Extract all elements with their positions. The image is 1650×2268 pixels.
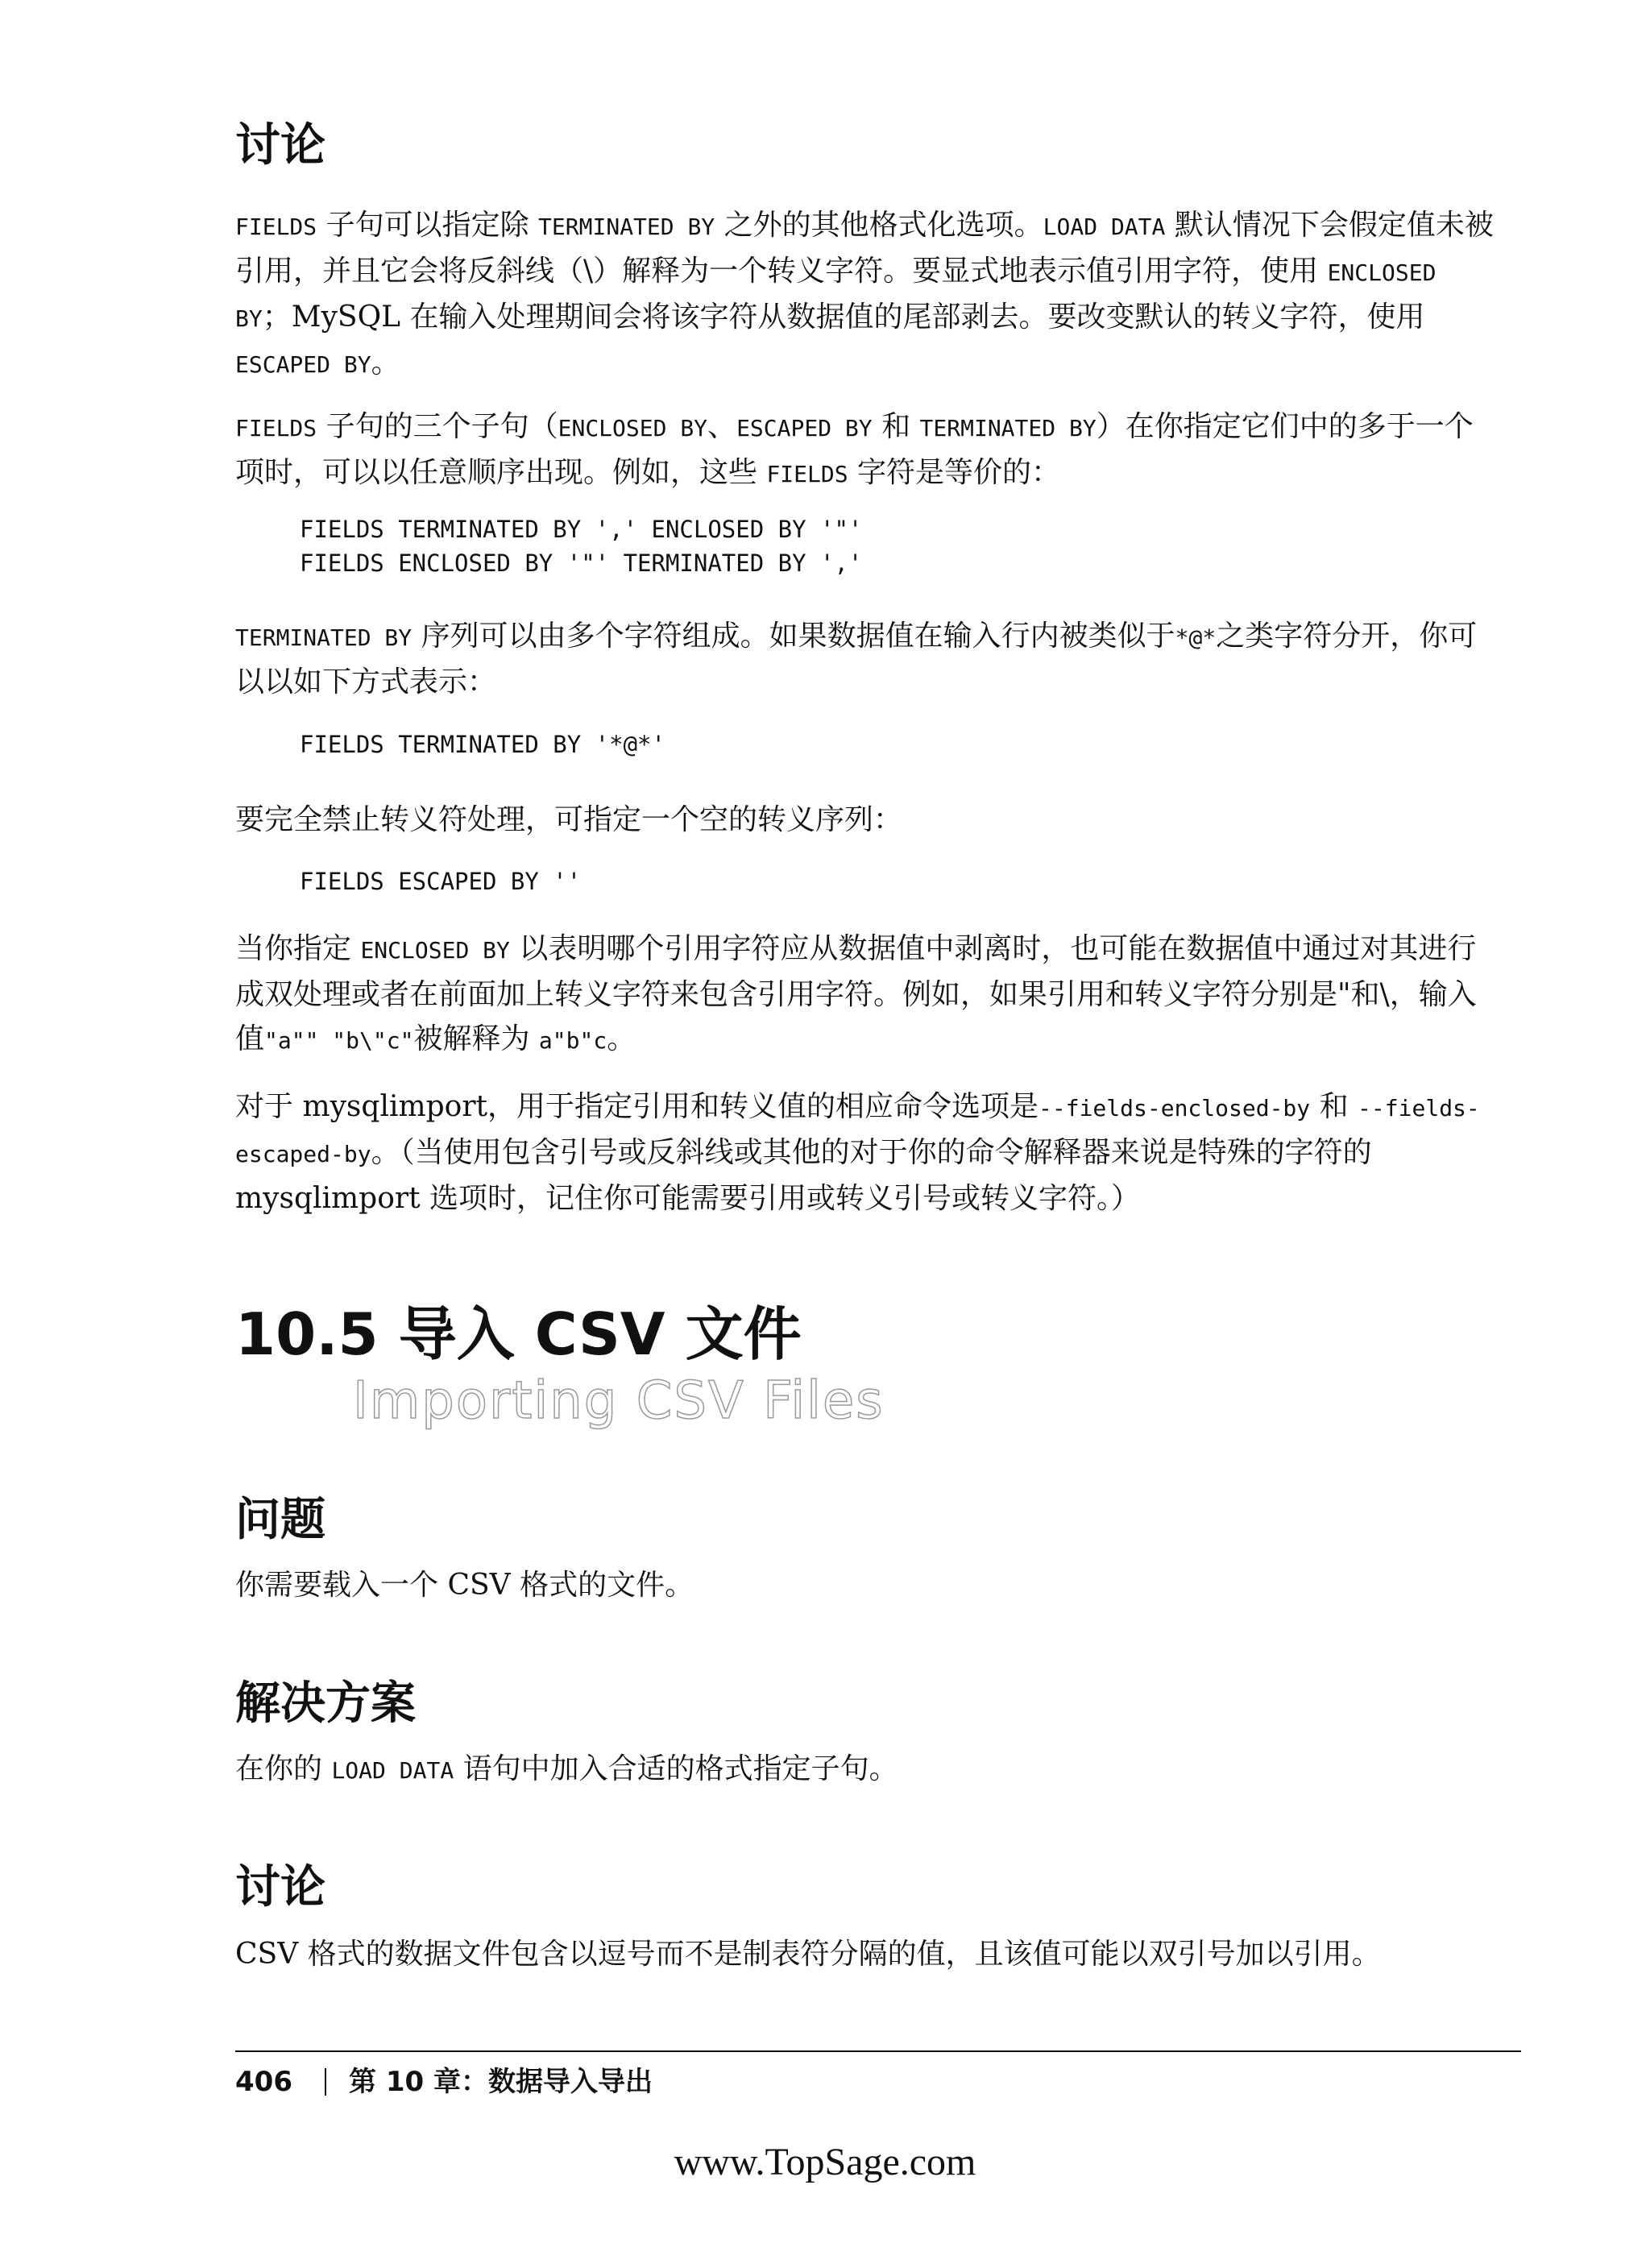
footer-divider (235, 2050, 1521, 2052)
discussion-2-text: CSV 格式的数据文件包含以逗号而不是制表符分隔的值，且该值可能以双引号加以引用。 (235, 1938, 1381, 1971)
text-run: 、 (707, 410, 737, 443)
text-run: 被解释为 (413, 1022, 539, 1055)
chapter-section-subtitle: Importing CSV Files (353, 1371, 885, 1431)
watermark-url: www.TopSage.com (674, 2141, 976, 2183)
text-run: 以表明哪个引用字符应从数据值中剥离时，也可能在数据值中通过对其进行成双处理或者在前面加上转义字符来包含引用字符。例如，如果引用和转义字符分别是"和\，输入值 (235, 932, 1477, 1055)
section-heading-solution: 解决方案 (235, 1677, 416, 1730)
footer-separator (325, 2068, 326, 2096)
text-run: 之类字符分开，你可以以如下方式表示： (235, 620, 1478, 699)
inline-code: "a"" "b\"c" (264, 1027, 414, 1054)
solution-text (235, 1747, 1500, 1793)
section-heading-problem: 问题 (235, 1494, 325, 1546)
text-run: 对于 mysqlimport，用于指定引用和转义值的相应命令选项是 (235, 1090, 1039, 1123)
inline-code: ENCLOSED BY (360, 937, 510, 964)
text-run: ；MySQL 在输入处理期间会将该字符从数据值的尾部剥去。要改变默认的转义字符，使用 (262, 301, 1425, 334)
text-run: 默认情况下会假定值未被引用，并且它会将反斜线（\）解释为一个转义字符。要显式地表示值引用字符，使用 (235, 209, 1494, 288)
text-run: 。（当使用包含引号或反斜线或其他的对于你的命令解释器来说是特殊的字符的 mysqlimport 选项时，记住你可能需要引用或转义引号或转义字符。） (235, 1136, 1372, 1215)
inline-code: TERMINATED BY (235, 624, 412, 651)
inline-code: --fields-escaped-by (235, 1095, 1480, 1167)
discussion-paragraph-2 (235, 404, 1500, 496)
text-run: 。 (607, 1022, 636, 1055)
discussion-paragraph-6 (235, 1084, 1500, 1221)
text-run: 序列可以由多个字符组成。如果数据值在输入行内被类似于 (412, 620, 1175, 653)
inline-code: ENCLOSED BY (558, 415, 708, 442)
inline-code: FIELDS (235, 214, 317, 240)
text-run: 子句的三个子句（ (317, 410, 558, 443)
inline-code: FIELDS (235, 415, 317, 442)
page-number: 406 (235, 2066, 292, 2098)
discussion-paragraph-3 (235, 614, 1500, 704)
text-run: 字符是等价的： (848, 456, 1061, 489)
section-heading-discussion-2: 讨论 (235, 1861, 325, 1913)
text-run: 之外的其他格式化选项。 (715, 209, 1043, 242)
discussion-paragraph-5 (235, 927, 1500, 1063)
inline-code: LOAD DATA (1043, 214, 1166, 240)
inline-code: TERMINATED BY (538, 214, 715, 240)
text-run: 和 (872, 410, 920, 443)
code-block-terminated-by: FIELDS TERMINATED BY '*@*' (300, 731, 665, 758)
text-run: 子句可以指定除 (317, 209, 539, 242)
inline-code: LOAD DATA (331, 1757, 454, 1784)
discussion-paragraph-4: 要完全禁止转义符处理，可指定一个空的转义序列： (235, 803, 903, 836)
page-footer (235, 2064, 653, 2100)
text-run: 在你的 (235, 1752, 332, 1785)
inline-code: ESCAPED BY (235, 351, 371, 378)
inline-code: ENCLOSED BY (235, 259, 1436, 332)
code-block-fields-equivalent: FIELDS TERMINATED BY ',' ENCLOSED BY '"' FIELDS ENCLOSED BY '"' TERMINATED BY ',' (300, 516, 863, 577)
inline-code: TERMINATED BY (919, 415, 1097, 442)
section-heading-discussion: 讨论 (235, 119, 325, 172)
inline-code: FIELDS (766, 461, 848, 487)
inline-code: --fields-enclosed-by (1039, 1095, 1311, 1122)
text-run: 。 (371, 346, 400, 379)
inline-code: ESCAPED BY (736, 415, 873, 442)
discussion-paragraph-1 (235, 203, 1500, 387)
chapter-section-title: 10.5 导入 CSV 文件 (235, 1300, 802, 1368)
code-block-escaped-by: FIELDS ESCAPED BY '' (300, 868, 582, 895)
inline-code: *@* (1175, 624, 1217, 651)
text-run: 当你指定 (235, 932, 361, 965)
problem-text: 你需要载入一个 CSV 格式的文件。 (235, 1569, 694, 1602)
footer-chapter-label: 第 10 章：数据导入导出 (348, 2066, 653, 2098)
text-run: 语句中加入合适的格式指定子句。 (454, 1752, 898, 1785)
text-run: ）在你指定它们中的多于一个项时，可以以任意顺序出现。例如，这些 (235, 410, 1474, 489)
inline-code: a"b"c (538, 1027, 607, 1054)
text-run: 和 (1310, 1090, 1358, 1123)
